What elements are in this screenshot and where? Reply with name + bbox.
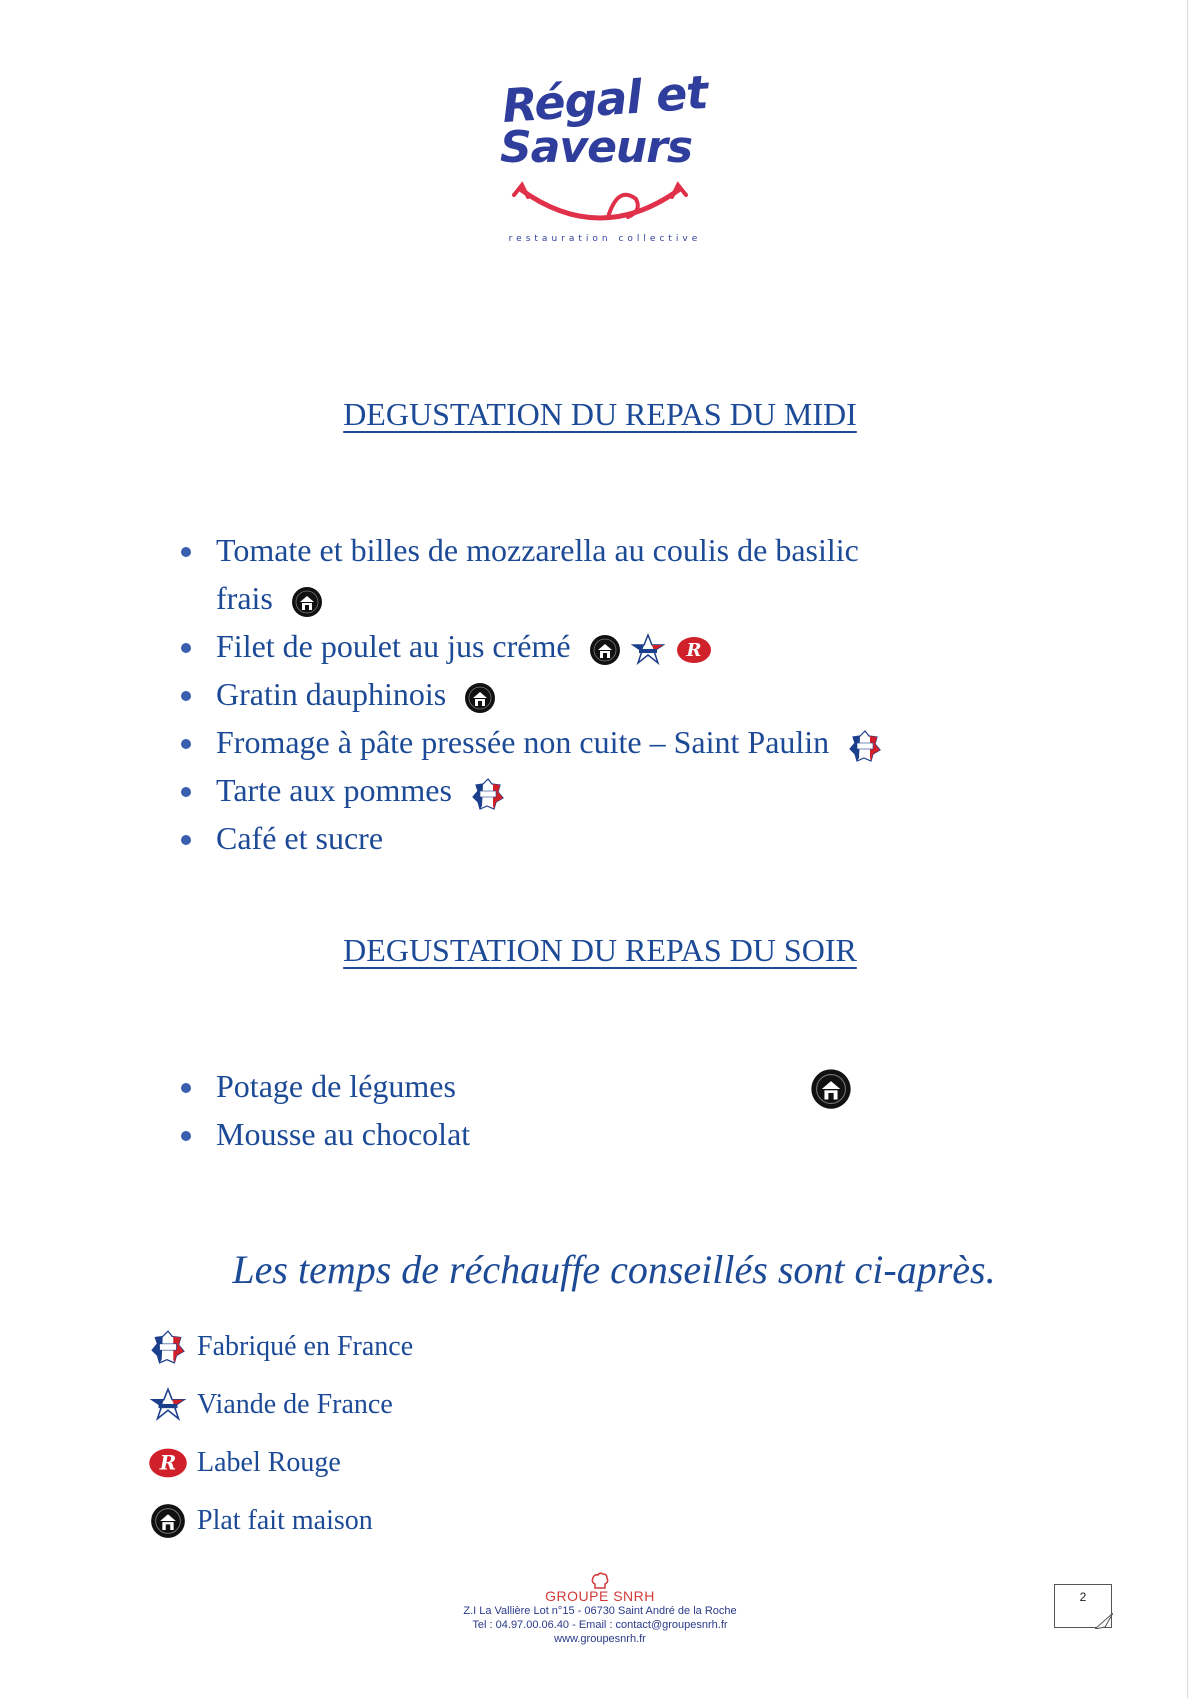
legend-label: Viande de France: [197, 1389, 393, 1420]
fabrique-en-france-icon: [847, 728, 883, 764]
fabrique-en-france-icon: [149, 1328, 187, 1366]
item-label: Tomate et billes de mozzarella au coulis de basilic: [216, 532, 859, 568]
dinner-menu: [178, 1062, 1078, 1158]
bullet: [181, 835, 191, 845]
viande-de-france-icon: [148, 1387, 188, 1423]
list-item: [178, 1062, 1078, 1110]
footer-contact: Tel : 04.97.00.06.40 - Email : contact@groupesnrh.fr: [472, 1619, 728, 1631]
footer-website: www.groupesnrh.fr: [554, 1633, 646, 1645]
bullet: [181, 643, 191, 653]
legend-label: Plat fait maison: [197, 1505, 373, 1536]
list-item: [178, 718, 1078, 766]
smile-icon: [510, 177, 690, 237]
lunch-heading: DEGUSTATION DU REPAS DU MIDI: [343, 396, 857, 432]
item-label-continued: frais: [216, 580, 273, 616]
svg-text:R: R: [159, 1450, 177, 1475]
fait-maison-icon: [589, 634, 621, 666]
legend-item: [143, 1318, 413, 1376]
bullet: [181, 787, 191, 797]
reheating-note: Les temps de réchauffe conseillés sont ci-après.: [232, 1247, 996, 1292]
viande-de-france-icon: [629, 633, 667, 667]
logo: [490, 64, 720, 257]
bullet: [181, 1083, 191, 1093]
item-label: Potage de légumes: [216, 1068, 456, 1104]
item-label: Tarte aux pommes: [216, 772, 452, 808]
lunch-menu: [178, 526, 1078, 862]
page-number: 2: [1079, 1590, 1087, 1604]
legend-item: [143, 1434, 413, 1492]
bullet: [181, 1131, 191, 1141]
item-label: Mousse au chocolat: [216, 1116, 471, 1152]
footer: [0, 1572, 1200, 1646]
bullet: [181, 739, 191, 749]
page-curl-icon: [1095, 1613, 1113, 1629]
fait-maison-icon: [810, 1068, 852, 1110]
page-edge: [1187, 0, 1188, 1698]
bullet: [181, 547, 191, 557]
legend-item: [143, 1376, 413, 1434]
item-label: Fromage à pâte pressée non cuite – Saint Paulin: [216, 724, 830, 760]
fait-maison-icon: [291, 586, 323, 618]
label-rouge-icon: [675, 635, 713, 665]
label-rouge-icon: [147, 1446, 189, 1480]
list-item: [178, 1110, 1078, 1158]
list-item: [178, 526, 1078, 622]
footer-company: GROUPE SNRH: [545, 1588, 655, 1604]
fait-maison-icon: [150, 1503, 186, 1539]
legend-item: [143, 1492, 413, 1550]
list-item: [178, 766, 1078, 814]
dinner-heading: DEGUSTATION DU REPAS DU SOIR: [343, 932, 857, 968]
logo-line2: Saveurs: [500, 122, 693, 173]
legend: [143, 1318, 413, 1550]
logo-subtitle: restauration collective: [508, 234, 702, 244]
item-label: Café et sucre: [216, 820, 384, 856]
list-item: [178, 670, 1078, 718]
page-number-box: [1054, 1584, 1112, 1628]
svg-text:R: R: [686, 639, 702, 661]
legend-label: Label Rouge: [197, 1447, 341, 1478]
fabrique-en-france-icon: [470, 776, 506, 812]
logo-line1: Régal et: [500, 64, 709, 134]
footer-address: Z.I La Vallière Lot n°15 - 06730 Saint André de la Roche: [463, 1605, 737, 1617]
item-label: Filet de poulet au jus crémé: [216, 628, 571, 664]
fait-maison-icon: [464, 682, 496, 714]
item-label: Gratin dauphinois: [216, 676, 447, 712]
bullet: [181, 691, 191, 701]
list-item: [178, 622, 1078, 670]
list-item: [178, 814, 1078, 862]
legend-label: Fabriqué en France: [197, 1331, 414, 1362]
